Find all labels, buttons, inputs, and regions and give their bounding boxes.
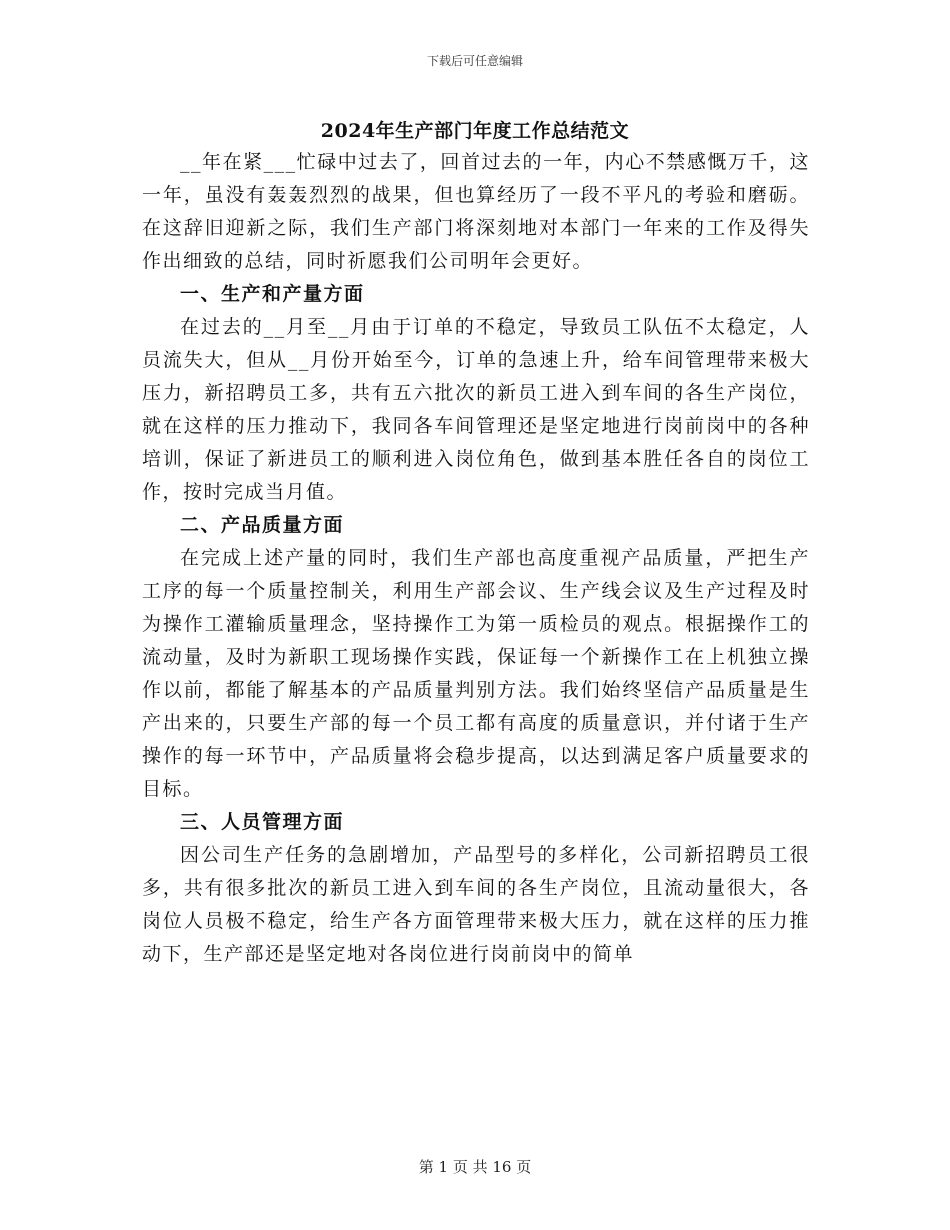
page-number: 第 1 页 共 16 页 (418, 1158, 532, 1176)
section-heading-quality: 二、产品质量方面 (180, 514, 345, 536)
section-body-personnel: 因公司生产任务的急剧增加，产品型号的多样化，公司新招聘员工很多，共有很多批次的新员工进入到车间的各生产岗位，且流动量很大，各岗位人员极不稳定，给生产各方面管理带来极大压力，就在这样的压力推动下，生产部还是坚定地对各岗位进行岗前岗中的简单 (142, 844, 810, 965)
document-body (142, 146, 810, 971)
section-body-production: 在过去的__月至__月由于订单的不稳定，导致员工队伍不太稳定，人员流失大，但从__月份开始至今，订单的急速上升，给车间管理带来极大压力，新招聘员工多，共有五六批次的新员工进入到车间的各生产岗位，就在这样的压力推动下，我同各车间管理还是坚定地进行岗前岗中的各种培训，保证了新进员工的顺利进入岗位角色，做到基本胜任各自的岗位工作，按时完成当月值。 (142, 316, 810, 503)
intro-paragraph: __年在紧___忙碌中过去了，回首过去的一年，内心不禁感慨万千，这一年，虽没有轰轰烈烈的战果，但也算经历了一段不平凡的考验和磨砺。在这辞旧迎新之际，我们生产部门将深刻地对本部门一年来的工作及得失作出细致的总结，同时祈愿我们公司明年会更好。 (142, 151, 810, 272)
header-note: 下载后可任意编辑 (426, 54, 523, 68)
section-heading-production: 一、生产和产量方面 (180, 283, 365, 305)
section-heading-personnel: 三、人员管理方面 (180, 811, 345, 833)
document-title: 2024年生产部门年度工作总结范文 (320, 120, 630, 142)
section-body-quality: 在完成上述产量的同时，我们生产部也高度重视产品质量，严把生产工序的每一个质量控制关，利用生产部会议、生产线会议及生产过程及时为操作工灌输质量理念，坚持操作工为第一质检员的观点。根据操作工的流动量，及时为新职工现场操作实践，保证每一个新操作工在上机独立操作以前，都能了解基本的产品质量判别方法。我们始终坚信产品质量是生产出来的，只要生产部的每一个员工都有高度的质量意识，并付诸于生产操作的每一环节中，产品质量将会稳步提高，以达到满足客户质量要求的目标。 (142, 547, 810, 800)
